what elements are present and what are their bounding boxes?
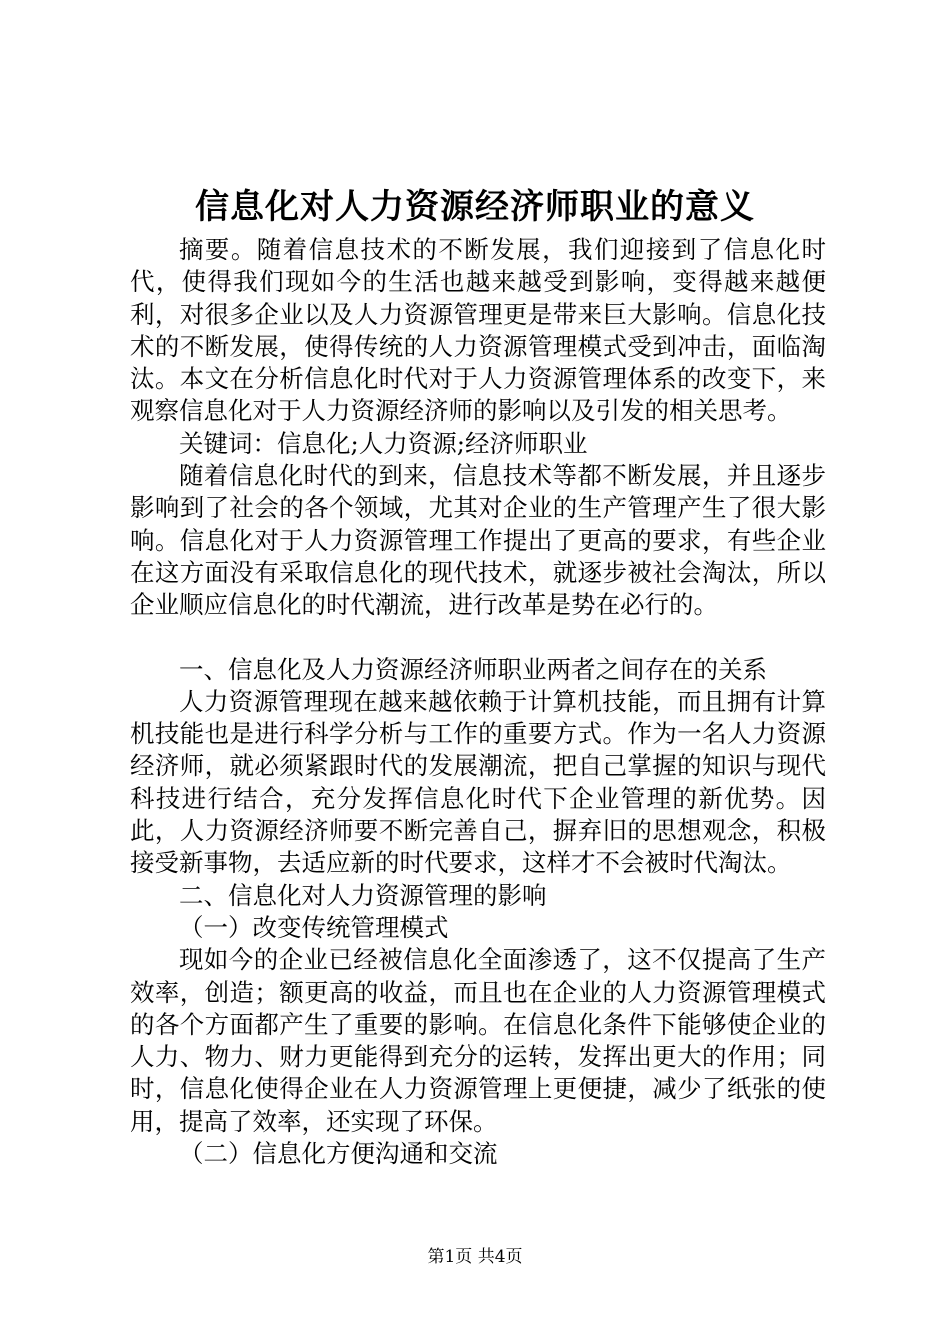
section-heading-2: 二、信息化对人力资源管理的影响 bbox=[179, 880, 547, 910]
page-number-footer: 第1页 共4页 bbox=[427, 1247, 523, 1267]
abstract-paragraph: 摘要。随着信息技术的不断发展，我们迎接到了信息化时代，使得我们现如今的生活也越来越受到影响，变得越来越便利，对很多企业以及人力资源管理更是带来巨大影响。信息化技术的不断发展，使得传统的人力资源管理模式受到冲击，面临淘汰。本文在分析信息化时代对于人力资源管理体系的改变下，来观察信息化对于人力资源经济师的影响以及引发的相关思考。 bbox=[130, 235, 826, 426]
section-1-paragraph: 人力资源管理现在越来越依赖于计算机技能，而且拥有计算机技能也是进行科学分析与工作的重要方式。作为一名人力资源经济师，就必须紧跟时代的发展潮流，把自己掌握的知识与现代科技进行结合，充分发挥信息化时代下企业管理的新优势。因此，人力资源经济师要不断完善自己，摒弃旧的思想观念，积极接受新事物，去适应新的时代要求，这样才不会被时代淘汰。 bbox=[130, 686, 826, 878]
document-body bbox=[130, 234, 826, 1170]
section-heading-1: 一、信息化及人力资源经济师职业两者之间存在的关系 bbox=[179, 654, 767, 684]
document-title: 信息化对人力资源经济师职业的意义 bbox=[195, 187, 755, 227]
subsection-heading-2: （二）信息化方便沟通和交流 bbox=[179, 1139, 498, 1169]
subsection-1-paragraph: 现如今的企业已经被信息化全面渗透了，这不仅提高了生产效率，创造；额更高的收益，而且也在企业的人力资源管理模式的各个方面都产生了重要的影响。在信息化条件下能够使企业的人力、物力、财力更能得到充分的运转，发挥出更大的作用；同时，信息化使得企业在人力资源管理上更便捷，减少了纸张的使用，提高了效率，还实现了环保。 bbox=[130, 945, 826, 1136]
keywords-line: 关键词：信息化;人力资源;经济师职业 bbox=[179, 428, 588, 458]
intro-paragraph: 随着信息化时代的到来，信息技术等都不断发展，并且逐步影响到了社会的各个领域，尤其对企业的生产管理产生了很大影响。信息化对于人力资源管理工作提出了更高的要求，有些企业在这方面没有采取信息化的现代技术，就逐步被社会淘汰，所以企业顺应信息化的时代潮流，进行改革是势在必行的。 bbox=[130, 461, 826, 620]
subsection-heading-1: （一）改变传统管理模式 bbox=[179, 912, 449, 942]
